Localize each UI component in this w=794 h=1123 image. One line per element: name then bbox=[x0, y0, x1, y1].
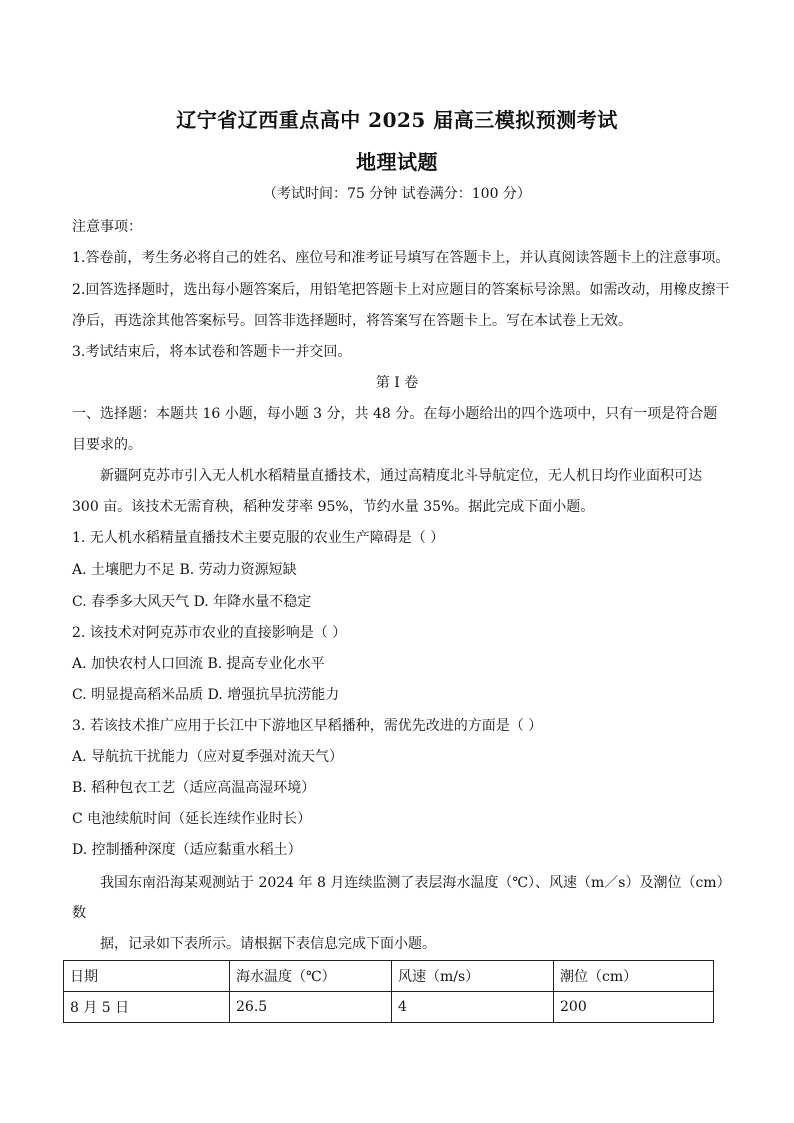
table-cell-tide-level: 200 bbox=[554, 992, 714, 1023]
question-2-stem: 2. 该技术对阿克苏市农业的直接影响是（ ） bbox=[72, 625, 347, 641]
question-1-stem: 1. 无人机水稻精量直播技术主要克服的农业生产障碍是（ ） bbox=[72, 530, 445, 546]
table-cell-wind-speed: 4 bbox=[392, 992, 554, 1023]
exam-subject: 地理试题 bbox=[356, 150, 438, 174]
notice-item-2: 2.回答选择题时，选出每小题答案后，用铅笔把答题卡上对应题目的答案标号涂黑。如需改动，用橡皮擦干 bbox=[72, 282, 730, 298]
question-2-options-cd: C. 明显提高稻米品质 D. 增强抗旱抗涝能力 bbox=[72, 687, 340, 703]
question-3-option-d: D. 控制播种深度（适应黏重水稻土） bbox=[72, 842, 302, 858]
observation-table bbox=[63, 960, 714, 1023]
table-header-date: 日期 bbox=[64, 961, 230, 992]
question-1-options-cd: C. 春季多大风天气 D. 年降水量不稳定 bbox=[72, 594, 312, 610]
question-3-option-b: B. 稻种包衣工艺（适应高温高湿环境） bbox=[72, 780, 316, 796]
passage1-line2: 300 亩。该技术无需育秧，稻种发芽率 95%，节约水量 35%。据此完成下面小题。 bbox=[72, 499, 595, 515]
table-header-temperature: 海水温度（℃） bbox=[230, 961, 392, 992]
question-3-option-c: C 电池续航时间（延长连续作业时长） bbox=[72, 811, 312, 827]
passage2-line3: 据，记录如下表所示。请根据下表信息完成下面小题。 bbox=[100, 936, 436, 952]
passage2-line2: 数 bbox=[72, 905, 86, 921]
section-heading-cont: 目要求的。 bbox=[72, 437, 142, 453]
table-header-row bbox=[64, 961, 714, 992]
passage2-line1: 我国东南沿海某观测站于 2024 年 8 月连续监测了表层海水温度（℃）、风速（m／s）及潮位（cm） bbox=[100, 875, 731, 891]
table-cell-temperature: 26.5 bbox=[230, 992, 392, 1023]
exam-info: （考试时间：75 分钟 试卷满分：100 分） bbox=[263, 186, 531, 202]
table-header-tide-level: 潮位（cm） bbox=[554, 961, 714, 992]
volume-label: 第 I 卷 bbox=[375, 375, 419, 391]
question-2-options-ab: A. 加快农村人口回流 B. 提高专业化水平 bbox=[72, 656, 325, 672]
question-3-option-a: A. 导航抗干扰能力（应对夏季强对流天气） bbox=[72, 749, 344, 765]
notice-item-2-cont: 净后，再选涂其他答案标号。回答非选择题时，将答案写在答题卡上。写在本试卷上无效。 bbox=[72, 313, 632, 329]
notice-heading: 注意事项： bbox=[72, 219, 142, 235]
question-3-stem: 3. 若该技术推广应用于长江中下游地区早稻播种，需优先改进的方面是（ ） bbox=[72, 718, 543, 734]
table-row bbox=[64, 992, 714, 1023]
notice-item-1: 1.答卷前，考生务必将自己的姓名、座位号和准考证号填写在答题卡上，并认真阅读答题卡上的注意事项。 bbox=[72, 250, 730, 266]
notice-item-3: 3.考试结束后，将本试卷和答题卡一并交回。 bbox=[72, 344, 352, 360]
section-heading: 一、选择题：本题共 16 小题，每小题 3 分，共 48 分。在每小题给出的四个选项中，只有一项是符合题 bbox=[72, 406, 718, 422]
table-header-wind-speed: 风速（m/s） bbox=[392, 961, 554, 992]
table-cell-date: 8 月 5 日 bbox=[64, 992, 230, 1023]
exam-title: 辽宁省辽西重点高中 2025 届高三模拟预测考试 bbox=[176, 108, 618, 132]
passage1-line1: 新疆阿克苏市引入无人机水稻精量直播技术，通过高精度北斗导航定位，无人机日均作业面积可达 bbox=[100, 468, 702, 484]
question-1-options-ab: A. 土壤肥力不足 B. 劳动力资源短缺 bbox=[72, 562, 297, 578]
